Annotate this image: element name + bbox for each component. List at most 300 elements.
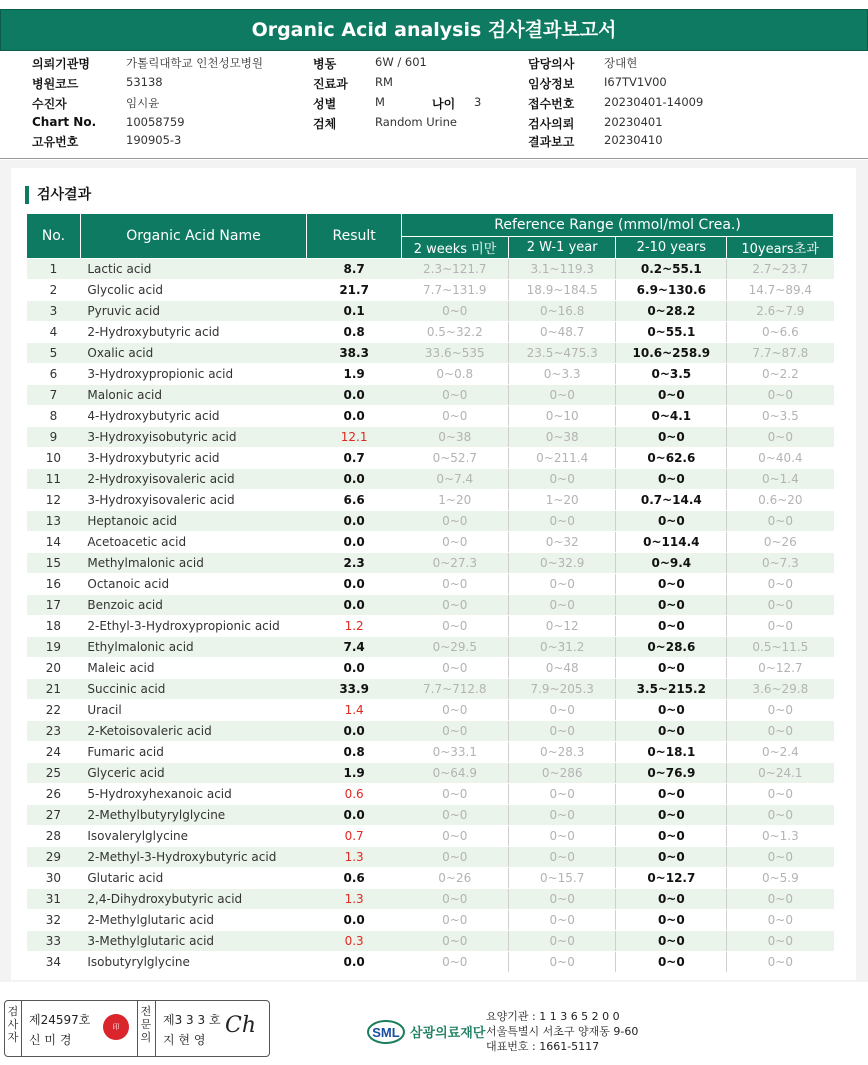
receipt-no-label: 접수번호 — [528, 97, 575, 111]
row-ref-2: 0~0 — [508, 784, 616, 805]
row-ref-2: 0~0 — [508, 574, 616, 595]
specialist-license: 제3 3 3 호 — [163, 1013, 221, 1027]
row-ref-4: 0~0 — [727, 931, 834, 952]
row-result: 0.0 — [307, 595, 402, 616]
row-ref-2: 0~211.4 — [508, 448, 616, 469]
table-row — [27, 658, 834, 679]
row-no: 1 — [27, 259, 81, 280]
row-ref-2: 0~38 — [508, 427, 616, 448]
table-row — [27, 280, 834, 301]
row-ref-3: 0~0 — [616, 700, 727, 721]
row-ref-4: 0~0 — [727, 805, 834, 826]
row-ref-3: 0~12.7 — [616, 868, 727, 889]
row-name: Fumaric acid — [80, 742, 306, 763]
row-ref-1: 0~0 — [402, 847, 509, 868]
table-row — [27, 784, 834, 805]
request-value: 20230401 — [604, 115, 663, 129]
row-ref-4: 0~0 — [727, 889, 834, 910]
row-result: 1.9 — [307, 763, 402, 784]
row-name: 2-Ethyl-3-Hydroxypropionic acid — [80, 616, 306, 637]
table-row — [27, 343, 834, 364]
row-ref-2: 0~0 — [508, 469, 616, 490]
ward-label: 병동 — [313, 57, 337, 71]
header-reference: Reference Range (mmol/mol Crea.) — [402, 214, 834, 237]
table-row — [27, 910, 834, 931]
row-result: 6.6 — [307, 490, 402, 511]
row-ref-3: 0~55.1 — [616, 322, 727, 343]
table-row — [27, 469, 834, 490]
table-row — [27, 406, 834, 427]
row-result: 0.0 — [307, 910, 402, 931]
row-no: 2 — [27, 280, 81, 301]
unique-no-label: 고유번호 — [32, 135, 79, 149]
row-result: 0.0 — [307, 574, 402, 595]
row-ref-2: 0~15.7 — [508, 868, 616, 889]
row-ref-2: 0~0 — [508, 511, 616, 532]
row-ref-2: 0~0 — [508, 700, 616, 721]
collector-label: 수진자 — [32, 97, 67, 111]
row-ref-3: 0~3.5 — [616, 364, 727, 385]
report-title: Organic Acid analysis 검사결과보고서 — [0, 9, 868, 51]
row-name: Malonic acid — [80, 385, 306, 406]
row-ref-2: 0~0 — [508, 805, 616, 826]
row-ref-1: 0~0 — [402, 511, 509, 532]
table-row — [27, 427, 834, 448]
row-no: 12 — [27, 490, 81, 511]
row-name: 2,4-Dihydroxybutyric acid — [80, 889, 306, 910]
row-ref-4: 0~0 — [727, 616, 834, 637]
org-name: 삼광의료재단 — [410, 1026, 486, 1041]
table-row — [27, 301, 834, 322]
row-ref-2: 7.9~205.3 — [508, 679, 616, 700]
table-row — [27, 952, 834, 973]
table-row — [27, 805, 834, 826]
row-name: Glycolic acid — [80, 280, 306, 301]
row-ref-3: 0~28.6 — [616, 637, 727, 658]
row-ref-1: 7.7~712.8 — [402, 679, 509, 700]
row-no: 4 — [27, 322, 81, 343]
table-row — [27, 868, 834, 889]
row-no: 14 — [27, 532, 81, 553]
row-ref-1: 0~7.4 — [402, 469, 509, 490]
row-no: 23 — [27, 721, 81, 742]
row-result: 0.0 — [307, 511, 402, 532]
row-no: 26 — [27, 784, 81, 805]
table-row — [27, 931, 834, 952]
row-result: 0.7 — [307, 826, 402, 847]
row-result: 38.3 — [307, 343, 402, 364]
row-result: 33.9 — [307, 679, 402, 700]
row-name: Oxalic acid — [80, 343, 306, 364]
table-row — [27, 700, 834, 721]
patient-info — [0, 55, 868, 155]
row-name: Methylmalonic acid — [80, 553, 306, 574]
row-no: 10 — [27, 448, 81, 469]
row-ref-3: 0~4.1 — [616, 406, 727, 427]
row-no: 9 — [27, 427, 81, 448]
row-no: 13 — [27, 511, 81, 532]
row-ref-4: 0~0 — [727, 721, 834, 742]
table-row — [27, 742, 834, 763]
row-ref-4: 0~2.2 — [727, 364, 834, 385]
row-name: 2-Methylglutaric acid — [80, 910, 306, 931]
sex-value: M — [375, 95, 385, 109]
row-ref-1: 1~20 — [402, 490, 509, 511]
row-ref-3: 10.6~258.9 — [616, 343, 727, 364]
row-ref-4: 0~3.5 — [727, 406, 834, 427]
row-name: Uracil — [80, 700, 306, 721]
phone: 대표번호 : 1661-5117 — [486, 1040, 600, 1053]
header-ref-4: 10years초과 — [727, 237, 834, 259]
row-ref-1: 0~0 — [402, 658, 509, 679]
hospital-code-value: 53138 — [126, 75, 163, 89]
row-ref-2: 0~10 — [508, 406, 616, 427]
row-ref-1: 7.7~131.9 — [402, 280, 509, 301]
row-ref-1: 0~29.5 — [402, 637, 509, 658]
row-name: 3-Hydroxyisovaleric acid — [80, 490, 306, 511]
table-row — [27, 721, 834, 742]
row-ref-1: 0~0 — [402, 826, 509, 847]
row-ref-1: 0~64.9 — [402, 763, 509, 784]
row-ref-3: 3.5~215.2 — [616, 679, 727, 700]
row-name: 2-Hydroxyisovaleric acid — [80, 469, 306, 490]
row-name: 3-Hydroxyisobutyric acid — [80, 427, 306, 448]
row-ref-1: 2.3~121.7 — [402, 259, 509, 280]
table-row — [27, 847, 834, 868]
section-title: 검사결과 — [25, 186, 91, 204]
row-result: 1.9 — [307, 364, 402, 385]
row-name: 3-Hydroxybutyric acid — [80, 448, 306, 469]
table-row — [27, 322, 834, 343]
row-result: 0.8 — [307, 322, 402, 343]
specialist-title — [140, 1005, 154, 1044]
row-ref-4: 0~0 — [727, 847, 834, 868]
info-divider — [0, 158, 868, 159]
row-ref-1: 0~0 — [402, 784, 509, 805]
row-no: 11 — [27, 469, 81, 490]
row-ref-2: 23.5~475.3 — [508, 343, 616, 364]
row-result: 0.0 — [307, 805, 402, 826]
row-ref-3: 0~0 — [616, 910, 727, 931]
row-result: 0.8 — [307, 742, 402, 763]
row-ref-4: 0~0 — [727, 385, 834, 406]
row-no: 33 — [27, 931, 81, 952]
row-result: 0.6 — [307, 868, 402, 889]
row-ref-2: 1~20 — [508, 490, 616, 511]
row-ref-3: 0~0 — [616, 574, 727, 595]
row-result: 2.3 — [307, 553, 402, 574]
institution-no: 요양기관 : 1 1 3 6 5 2 0 0 — [486, 1010, 620, 1023]
row-no: 30 — [27, 868, 81, 889]
row-result: 0.3 — [307, 931, 402, 952]
row-result: 0.1 — [307, 301, 402, 322]
report-value: 20230410 — [604, 133, 663, 147]
row-ref-1: 0~0 — [402, 889, 509, 910]
row-no: 22 — [27, 700, 81, 721]
logo-text: SML — [372, 1025, 400, 1040]
signature-box — [4, 1000, 270, 1057]
row-no: 25 — [27, 763, 81, 784]
table-row — [27, 595, 834, 616]
row-ref-1: 0~0 — [402, 574, 509, 595]
row-ref-2: 0~48.7 — [508, 322, 616, 343]
sex-label: 성별 — [313, 97, 337, 111]
row-name: Lactic acid — [80, 259, 306, 280]
row-name: 5-Hydroxyhexanoic acid — [80, 784, 306, 805]
row-ref-3: 0~0 — [616, 889, 727, 910]
row-name: 2-Methylbutyrylglycine — [80, 805, 306, 826]
institution-label: 의뢰기관명 — [32, 57, 90, 71]
row-ref-2: 3.1~119.3 — [508, 259, 616, 280]
row-ref-3: 0~0 — [616, 595, 727, 616]
row-no: 16 — [27, 574, 81, 595]
row-no: 27 — [27, 805, 81, 826]
specialist-title-text: 전문의 — [140, 1005, 152, 1044]
row-ref-1: 0~26 — [402, 868, 509, 889]
address: 서울특별시 서초구 양재동 9-60 — [486, 1025, 639, 1038]
row-name: Octanoic acid — [80, 574, 306, 595]
table-row — [27, 637, 834, 658]
doctor-label: 담당의사 — [528, 57, 575, 71]
row-ref-3: 0~0 — [616, 511, 727, 532]
row-ref-3: 0~0 — [616, 784, 727, 805]
row-ref-1: 0~27.3 — [402, 553, 509, 574]
contact-info — [486, 1009, 638, 1054]
row-name: 2-Hydroxybutyric acid — [80, 322, 306, 343]
row-name: Glutaric acid — [80, 868, 306, 889]
tester-license: 제24597호 — [29, 1013, 91, 1027]
row-ref-4: 0.6~20 — [727, 490, 834, 511]
row-result: 0.6 — [307, 784, 402, 805]
row-ref-3: 0~0 — [616, 847, 727, 868]
specialist-signature: Ch — [225, 1013, 257, 1038]
row-ref-1: 0~0 — [402, 952, 509, 973]
row-name: 2-Methyl-3-Hydroxybutyric acid — [80, 847, 306, 868]
row-no: 24 — [27, 742, 81, 763]
row-name: Heptanoic acid — [80, 511, 306, 532]
row-ref-4: 0~0 — [727, 784, 834, 805]
row-result: 1.4 — [307, 700, 402, 721]
row-ref-4: 0.5~11.5 — [727, 637, 834, 658]
row-ref-1: 33.6~535 — [402, 343, 509, 364]
row-ref-3: 0.7~14.4 — [616, 490, 727, 511]
tester-title — [7, 1005, 21, 1044]
row-ref-1: 0~0 — [402, 406, 509, 427]
row-no: 5 — [27, 343, 81, 364]
row-ref-4: 0~0 — [727, 574, 834, 595]
row-no: 21 — [27, 679, 81, 700]
row-result: 0.0 — [307, 385, 402, 406]
row-no: 28 — [27, 826, 81, 847]
row-ref-3: 0~0 — [616, 826, 727, 847]
row-ref-1: 0~0 — [402, 301, 509, 322]
row-ref-4: 0~24.1 — [727, 763, 834, 784]
age-value: 3 — [474, 95, 482, 109]
row-ref-3: 0~28.2 — [616, 301, 727, 322]
row-no: 32 — [27, 910, 81, 931]
row-result: 0.0 — [307, 952, 402, 973]
row-no: 7 — [27, 385, 81, 406]
tester-stamp: 印 — [103, 1014, 129, 1040]
row-ref-2: 0~0 — [508, 931, 616, 952]
row-ref-1: 0~0 — [402, 721, 509, 742]
row-ref-4: 0~0 — [727, 595, 834, 616]
row-ref-1: 0~0 — [402, 385, 509, 406]
department-value: RM — [375, 75, 393, 89]
specialist-name: 지 현 영 — [163, 1033, 206, 1047]
row-result: 0.0 — [307, 469, 402, 490]
header-result: Result — [307, 214, 402, 259]
row-ref-1: 0~0 — [402, 805, 509, 826]
row-name: Pyruvic acid — [80, 301, 306, 322]
row-ref-3: 0~0 — [616, 721, 727, 742]
row-ref-4: 0~0 — [727, 700, 834, 721]
row-name: Succinic acid — [80, 679, 306, 700]
row-ref-3: 0~62.6 — [616, 448, 727, 469]
row-ref-3: 0~0 — [616, 952, 727, 973]
row-no: 31 — [27, 889, 81, 910]
receipt-no-value: 20230401-14009 — [604, 95, 704, 109]
row-ref-3: 0~9.4 — [616, 553, 727, 574]
institution-value: 가톨릭대학교 인천성모병원 — [126, 56, 263, 70]
tester-name: 신 미 경 — [29, 1033, 72, 1047]
row-no: 15 — [27, 553, 81, 574]
row-no: 8 — [27, 406, 81, 427]
table-row — [27, 889, 834, 910]
row-ref-2: 0~0 — [508, 889, 616, 910]
row-result: 0.0 — [307, 721, 402, 742]
row-ref-4: 0~0 — [727, 952, 834, 973]
row-ref-4: 0~7.3 — [727, 553, 834, 574]
row-no: 3 — [27, 301, 81, 322]
row-ref-2: 0~0 — [508, 721, 616, 742]
row-ref-2: 0~3.3 — [508, 364, 616, 385]
row-ref-2: 0~0 — [508, 847, 616, 868]
row-ref-3: 0~0 — [616, 931, 727, 952]
row-ref-4: 0~1.3 — [727, 826, 834, 847]
row-ref-2: 0~12 — [508, 616, 616, 637]
row-result: 0.0 — [307, 532, 402, 553]
row-ref-3: 0~0 — [616, 616, 727, 637]
row-ref-4: 0~5.9 — [727, 868, 834, 889]
header-ref-1: 2 weeks 미만 — [402, 237, 509, 259]
row-ref-1: 0.5~32.2 — [402, 322, 509, 343]
header-name: Organic Acid Name — [80, 214, 306, 259]
row-ref-3: 0~76.9 — [616, 763, 727, 784]
request-label: 검사의뢰 — [528, 117, 575, 131]
row-ref-4: 0~1.4 — [727, 469, 834, 490]
ward-value: 6W / 601 — [375, 55, 427, 69]
department-label: 진료과 — [313, 77, 348, 91]
row-name: Isovalerylglycine — [80, 826, 306, 847]
row-ref-4: 0~6.6 — [727, 322, 834, 343]
row-ref-4: 3.6~29.8 — [727, 679, 834, 700]
table-row — [27, 448, 834, 469]
row-name: 3-Hydroxypropionic acid — [80, 364, 306, 385]
row-ref-1: 0~0 — [402, 595, 509, 616]
row-no: 17 — [27, 595, 81, 616]
row-ref-4: 2.7~23.7 — [727, 259, 834, 280]
row-result: 8.7 — [307, 259, 402, 280]
row-ref-3: 0.2~55.1 — [616, 259, 727, 280]
row-ref-4: 2.6~7.9 — [727, 301, 834, 322]
row-no: 6 — [27, 364, 81, 385]
row-ref-1: 0~0 — [402, 931, 509, 952]
table-row — [27, 490, 834, 511]
row-ref-3: 0~0 — [616, 805, 727, 826]
row-name: 3-Methylglutaric acid — [80, 931, 306, 952]
row-ref-2: 0~0 — [508, 826, 616, 847]
row-name: 2-Ketoisovaleric acid — [80, 721, 306, 742]
row-ref-4: 0~0 — [727, 511, 834, 532]
row-result: 7.4 — [307, 637, 402, 658]
row-ref-2: 18.9~184.5 — [508, 280, 616, 301]
table-row — [27, 259, 834, 280]
row-name: Ethylmalonic acid — [80, 637, 306, 658]
clinical-info-label: 임상정보 — [528, 77, 575, 91]
row-result: 0.7 — [307, 448, 402, 469]
row-ref-3: 6.9~130.6 — [616, 280, 727, 301]
sml-logo-icon — [366, 1016, 406, 1046]
table-row — [27, 364, 834, 385]
row-ref-1: 0~0.8 — [402, 364, 509, 385]
row-ref-4: 0~40.4 — [727, 448, 834, 469]
table-row — [27, 679, 834, 700]
row-ref-1: 0~38 — [402, 427, 509, 448]
row-ref-2: 0~0 — [508, 952, 616, 973]
table-row — [27, 511, 834, 532]
row-ref-2: 0~0 — [508, 385, 616, 406]
row-ref-2: 0~0 — [508, 910, 616, 931]
row-name: 4-Hydroxybutyric acid — [80, 406, 306, 427]
table-row — [27, 553, 834, 574]
table-row — [27, 532, 834, 553]
table-row — [27, 574, 834, 595]
row-result: 21.7 — [307, 280, 402, 301]
row-result: 12.1 — [307, 427, 402, 448]
row-ref-1: 0~33.1 — [402, 742, 509, 763]
row-ref-1: 0~0 — [402, 700, 509, 721]
row-ref-2: 0~32 — [508, 532, 616, 553]
row-no: 20 — [27, 658, 81, 679]
row-name: Glyceric acid — [80, 763, 306, 784]
table-row — [27, 385, 834, 406]
row-result: 1.2 — [307, 616, 402, 637]
row-ref-2: 0~48 — [508, 658, 616, 679]
row-name: Isobutyrylglycine — [80, 952, 306, 973]
row-ref-1: 0~52.7 — [402, 448, 509, 469]
row-name: Acetoacetic acid — [80, 532, 306, 553]
report-label: 결과보고 — [528, 135, 575, 149]
row-no: 34 — [27, 952, 81, 973]
header-ref-2: 2 W-1 year — [508, 237, 616, 259]
row-no: 19 — [27, 637, 81, 658]
row-ref-2: 0~28.3 — [508, 742, 616, 763]
row-ref-4: 7.7~87.8 — [727, 343, 834, 364]
table-row — [27, 616, 834, 637]
row-ref-2: 0~31.2 — [508, 637, 616, 658]
row-ref-3: 0~0 — [616, 427, 727, 448]
row-ref-1: 0~0 — [402, 532, 509, 553]
row-ref-2: 0~0 — [508, 595, 616, 616]
tester-title-text: 검사자 — [7, 1005, 19, 1044]
row-ref-3: 0~0 — [616, 658, 727, 679]
row-name: Benzoic acid — [80, 595, 306, 616]
row-ref-4: 0~0 — [727, 910, 834, 931]
row-ref-4: 0~12.7 — [727, 658, 834, 679]
row-ref-1: 0~0 — [402, 616, 509, 637]
row-no: 29 — [27, 847, 81, 868]
